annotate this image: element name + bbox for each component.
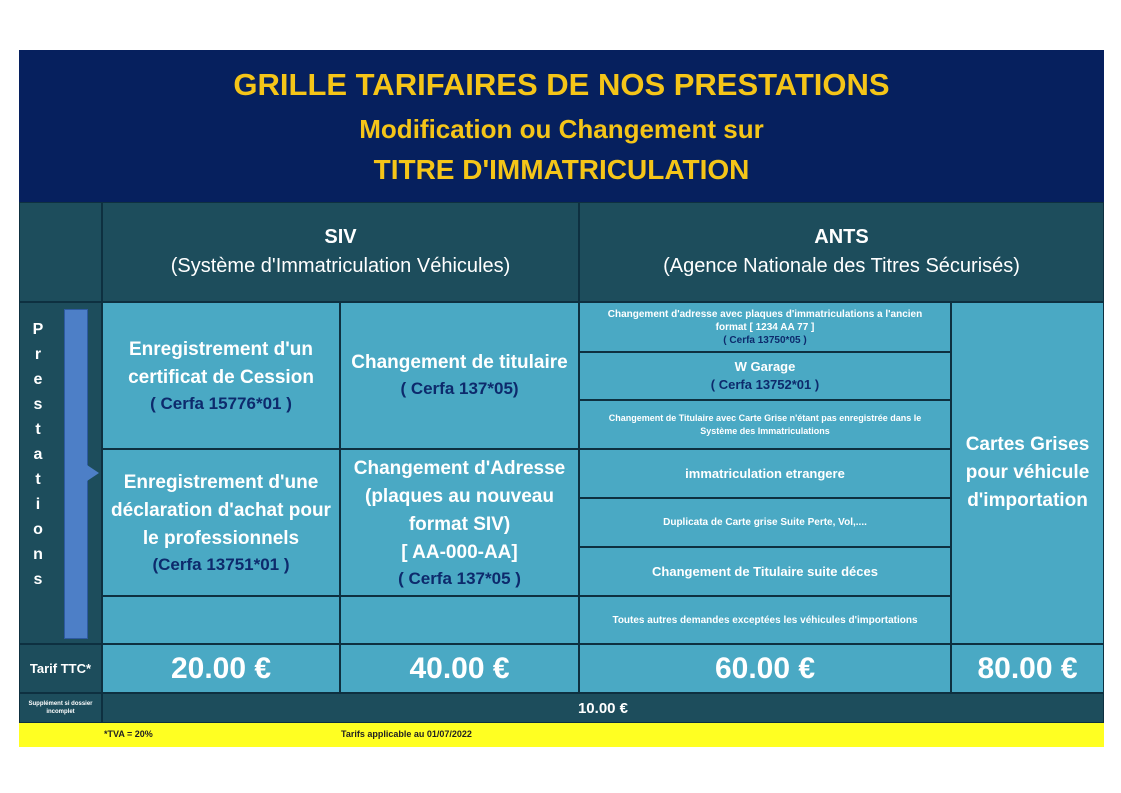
- letter: t: [35, 421, 41, 438]
- empty-cell: [340, 596, 579, 644]
- service-immatriculation-etrangere-label: immatriculation etrangere: [685, 465, 845, 481]
- tarif-col4: 80.00 €: [977, 651, 1078, 685]
- service-autres-demandes: [579, 596, 951, 644]
- service-adresse-ancien-format-cerfa: ( Cerfa 13750*05 ): [723, 334, 807, 346]
- letter: n: [33, 546, 43, 563]
- siv-subtitle: (Système d'Immatriculation Véhicules): [170, 255, 511, 277]
- service-w-garage: [579, 352, 951, 400]
- service-adresse-ancien-format: [579, 302, 951, 352]
- tarif-col3: 60.00 €: [714, 651, 816, 685]
- service-duplicata: [579, 498, 951, 547]
- service-duplicata-label: Duplicata de Carte grise Suite Perte, Vol,....: [663, 517, 867, 528]
- tarif-col2-cell: [340, 644, 579, 693]
- service-w-garage-label: W Garage: [734, 359, 796, 374]
- service-cession: [102, 302, 340, 449]
- header-siv: [102, 202, 579, 302]
- siv-title: SIV: [324, 226, 357, 248]
- empty-cell: [102, 596, 340, 644]
- service-changement-adresse-label: Changement d'Adresse (plaques au nouveau format SIV): [353, 457, 566, 535]
- letter: P: [32, 321, 44, 338]
- service-importation: [951, 302, 1104, 644]
- service-declaration-achat: [102, 449, 340, 596]
- service-declaration-achat-cerfa: (Cerfa 13751*01 ): [152, 554, 290, 574]
- service-declaration-achat-label: Enregistrement d'une déclaration d'achat pour le professionnels: [111, 471, 331, 549]
- service-changement-adresse-cerfa: ( Cerfa 137*05 ): [398, 568, 521, 588]
- letter: i: [35, 496, 41, 513]
- service-changement-titulaire-label: Changement de titulaire: [351, 352, 568, 373]
- tarif-label-cell: [19, 644, 102, 693]
- header-ants: [579, 202, 1104, 302]
- footer-band: [19, 723, 1104, 747]
- letter: t: [35, 471, 41, 488]
- service-titulaire-non-enregistre-label: Changement de Titulaire avec Carte Grise n'étant pas enregistrée dans le Système des Immatriculations: [608, 412, 922, 436]
- prestations-side-label: [19, 302, 102, 644]
- tarif-label: Tarif TTC*: [29, 661, 92, 676]
- arrow-bar-icon: [64, 309, 88, 639]
- supplement-value: 10.00 €: [577, 699, 629, 717]
- ants-subtitle: (Agence Nationale des Titres Sécurisés): [663, 255, 1020, 277]
- service-autres-demandes-label: Toutes autres demandes exceptées les véhicules d'importations: [612, 614, 918, 626]
- service-cession-label: Enregistrement d'un certificat de Cession: [128, 338, 314, 388]
- title-line-2: Modification ou Changement sur: [359, 114, 764, 144]
- vertical-letters: [29, 317, 47, 592]
- service-titulaire-deces: [579, 547, 951, 596]
- service-changement-titulaire: [340, 302, 579, 449]
- letter: e: [33, 371, 43, 388]
- ants-title: ANTS: [814, 226, 869, 248]
- tarif-col3-cell: [579, 644, 951, 693]
- letter: a: [33, 446, 43, 463]
- service-changement-titulaire-cerfa: ( Cerfa 137*05): [400, 379, 519, 398]
- footer-date: Tarifs applicable au 01/07/2022: [341, 729, 472, 739]
- supplement-value-cell: [102, 693, 1104, 723]
- tarif-col4-cell: [951, 644, 1104, 693]
- service-immatriculation-etrangere: [579, 449, 951, 498]
- tarif-col1-cell: [102, 644, 340, 693]
- footer-tva: *TVA = 20%: [104, 729, 153, 739]
- arrow-right-icon: [87, 465, 99, 481]
- service-cession-cerfa: ( Cerfa 15776*01 ): [150, 393, 292, 413]
- letter: s: [33, 571, 43, 588]
- service-adresse-ancien-format-line1: Changement d'adresse avec plaques d'immatriculations a l'ancien: [607, 308, 923, 320]
- letter: s: [33, 396, 43, 413]
- supplement-label: Supplément si dossier incomplet: [28, 701, 93, 715]
- letter: r: [34, 346, 42, 363]
- service-importation-label: Cartes Grises pour véhicule d'importation: [965, 434, 1090, 511]
- service-changement-adresse-code: [ AA-000-AA]: [401, 541, 518, 563]
- service-changement-adresse: [340, 449, 579, 596]
- header-corner: [19, 202, 102, 302]
- tarif-col2: 40.00 €: [409, 651, 510, 685]
- title-line-1: GRILLE TARIFAIRES DE NOS PRESTATIONS: [233, 67, 890, 102]
- supplement-label-cell: [19, 693, 102, 723]
- title-line-3: TITRE D'IMMATRICULATION: [373, 154, 750, 185]
- service-adresse-ancien-format-line2: format [ 1234 AA 77 ]: [715, 321, 815, 333]
- tarif-col1: 20.00 €: [170, 651, 272, 685]
- letter: o: [33, 521, 43, 538]
- service-titulaire-deces-label: Changement de Titulaire suite déces: [652, 563, 878, 579]
- service-w-garage-cerfa: ( Cerfa 13752*01 ): [710, 377, 820, 392]
- title-block: [19, 50, 1104, 202]
- service-titulaire-non-enregistre: [579, 400, 951, 449]
